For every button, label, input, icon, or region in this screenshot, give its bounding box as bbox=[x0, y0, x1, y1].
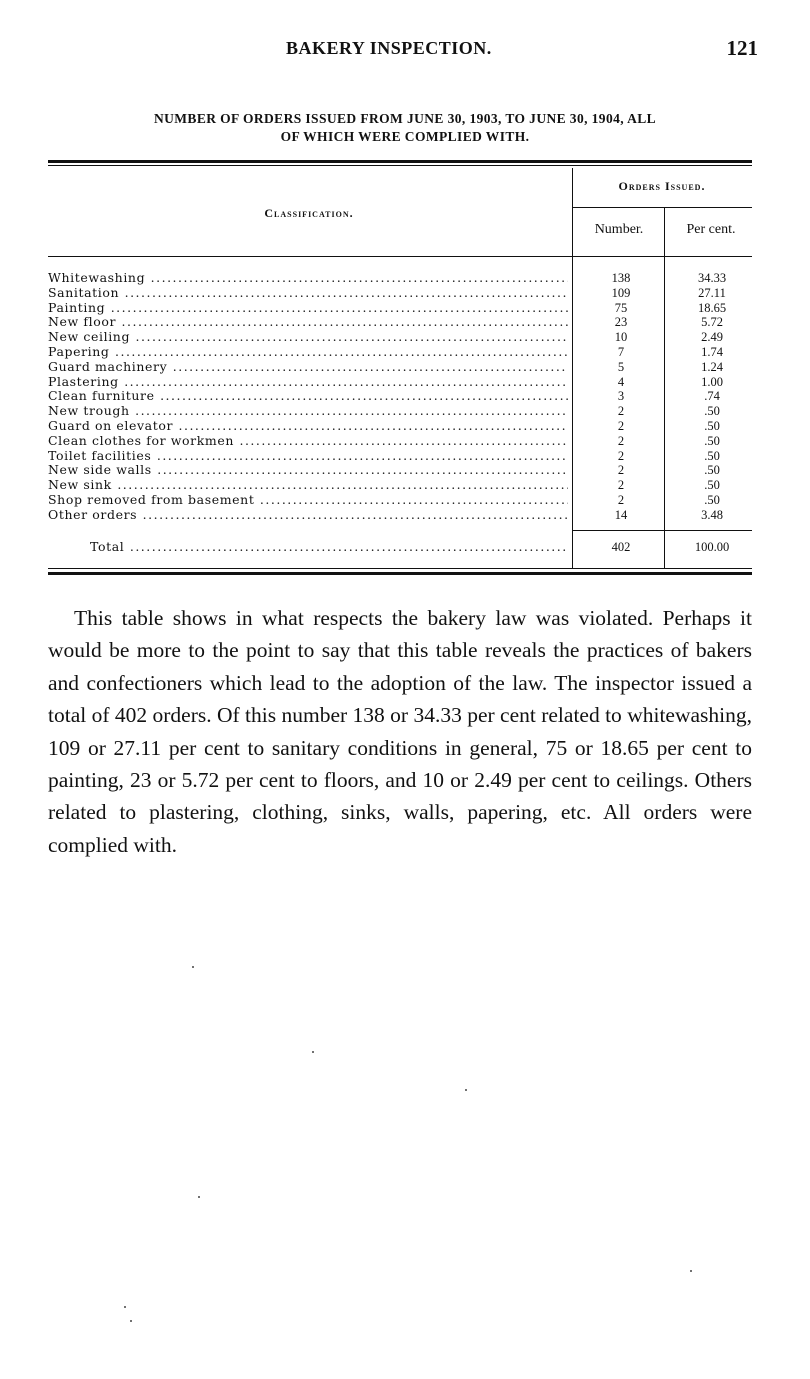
row-percent: .50 bbox=[704, 448, 720, 463]
row-percent: .50 bbox=[704, 418, 720, 433]
row-label: New floor ..... bbox=[48, 315, 568, 330]
total-percent: 100.00 bbox=[694, 540, 730, 554]
row-label: Painting ..... bbox=[48, 301, 568, 316]
table-caption bbox=[48, 110, 762, 146]
row-number: 2 bbox=[617, 404, 625, 419]
row-label: Sanitation ..... bbox=[48, 286, 568, 301]
row-percent: .50 bbox=[704, 433, 720, 448]
row-percent: 5.72 bbox=[701, 315, 723, 330]
row-label: New ceiling ..... bbox=[48, 330, 568, 345]
table-row bbox=[48, 434, 760, 449]
row-percent: 18.65 bbox=[697, 300, 727, 315]
row-label: Other orders ..... bbox=[48, 508, 568, 523]
row-number: 2 bbox=[617, 463, 625, 478]
orders-group-rule bbox=[573, 207, 752, 208]
scan-speck bbox=[130, 1320, 132, 1322]
page-number: 121 bbox=[726, 36, 758, 60]
table-row bbox=[48, 449, 760, 464]
row-percent: .50 bbox=[704, 492, 720, 507]
row-label: Whitewashing ..... bbox=[48, 271, 568, 286]
row-percent: 1.00 bbox=[701, 374, 723, 389]
column-heading-classification: Classification. bbox=[264, 206, 354, 220]
table-row bbox=[48, 330, 760, 345]
table-row bbox=[48, 463, 760, 478]
row-number: 14 bbox=[614, 507, 628, 522]
row-label: Toilet facilities ..... bbox=[48, 449, 568, 464]
row-label: Shop removed from basement ..... bbox=[48, 493, 568, 508]
row-percent: .74 bbox=[704, 389, 720, 404]
table-top-rule-thick bbox=[48, 160, 752, 163]
row-number: 2 bbox=[617, 433, 625, 448]
table-body bbox=[48, 271, 760, 523]
row-label: Guard machinery ..... bbox=[48, 360, 568, 375]
row-label: Clean furniture ..... bbox=[48, 389, 568, 404]
row-number: 10 bbox=[614, 330, 628, 345]
row-percent: .50 bbox=[704, 478, 720, 493]
column-heading-percent: Per cent. bbox=[686, 222, 736, 237]
running-head bbox=[0, 38, 810, 64]
table-row bbox=[48, 271, 760, 286]
table-bottom-rule-thin bbox=[48, 568, 752, 569]
row-label: New trough ..... bbox=[48, 404, 568, 419]
table-caption-line-2: OF WHICH WERE COMPLIED WITH. bbox=[280, 129, 530, 144]
table-top-rule-thin bbox=[48, 165, 752, 166]
row-number: 2 bbox=[617, 492, 625, 507]
row-percent: 1.74 bbox=[701, 344, 723, 359]
row-percent: 1.24 bbox=[701, 359, 723, 374]
row-percent: 2.49 bbox=[701, 330, 723, 345]
table-row bbox=[48, 404, 760, 419]
table-row bbox=[48, 375, 760, 390]
row-label: New sink ..... bbox=[48, 478, 568, 493]
table-row bbox=[48, 286, 760, 301]
row-label: New side walls ..... bbox=[48, 463, 568, 478]
scan-speck bbox=[690, 1270, 692, 1272]
running-title: BAKERY INSPECTION. bbox=[286, 38, 492, 58]
row-number: 75 bbox=[614, 300, 628, 315]
row-number: 3 bbox=[617, 389, 625, 404]
row-number: 138 bbox=[611, 271, 631, 285]
row-label: Papering ..... bbox=[48, 345, 568, 360]
column-heading-number: Number. bbox=[594, 222, 644, 237]
column-heading-orders-issued: Orders Issued. bbox=[618, 179, 706, 193]
table-total-row bbox=[48, 538, 760, 556]
table-row bbox=[48, 360, 760, 375]
table-row bbox=[48, 315, 760, 330]
table-row bbox=[48, 301, 760, 316]
scan-speck bbox=[465, 1089, 467, 1091]
row-label: Plastering ..... bbox=[48, 375, 568, 390]
row-number: 5 bbox=[617, 359, 625, 374]
table-caption-line-1: NUMBER OF ORDERS ISSUED FROM JUNE 30, 1903, TO JUNE 30, 1904, ALL bbox=[153, 111, 657, 126]
row-label: Guard on elevator ..... bbox=[48, 419, 568, 434]
scan-speck bbox=[198, 1196, 200, 1198]
row-number: 2 bbox=[617, 448, 625, 463]
scan-speck bbox=[124, 1306, 126, 1308]
row-percent: .50 bbox=[704, 404, 720, 419]
scan-speck bbox=[312, 1051, 314, 1053]
row-number: 7 bbox=[617, 344, 625, 359]
table-row bbox=[48, 478, 760, 493]
table-row bbox=[48, 419, 760, 434]
row-percent: 3.48 bbox=[701, 507, 723, 522]
table-row bbox=[48, 389, 760, 404]
row-label: Clean clothes for workmen ..... bbox=[48, 434, 568, 449]
scan-speck bbox=[192, 966, 194, 968]
body-paragraph: This table shows in what respects the bakery law was violated. Perhaps it would be more to the point to say that this table reveals the practices of bakers and confectioners which lead to the adoption of the law. The inspector issued a total of 402 orders. Of this number 138 or 34.33 per cent related to whitewashing, 109 or 27.11 per cent to sanitary conditions in general, 75 or 18.65 per cent to painting, 23 or 5.72 per cent to floors, and 10 or 2.49 per cent to ceilings. Others related to plastering, clothing, sinks, walls, papering, etc. All orders were complied with. bbox=[48, 606, 752, 857]
row-number: 4 bbox=[617, 374, 625, 389]
header-bottom-rule bbox=[48, 256, 752, 257]
table-bottom-rule-thick bbox=[48, 572, 752, 575]
row-percent: .50 bbox=[704, 463, 720, 478]
row-percent: 27.11 bbox=[698, 285, 726, 300]
total-number: 402 bbox=[611, 540, 631, 554]
total-label: Total ..... bbox=[90, 538, 568, 556]
row-number: 2 bbox=[617, 478, 625, 493]
row-number: 23 bbox=[614, 315, 628, 330]
table-row bbox=[48, 493, 760, 508]
table-row bbox=[48, 345, 760, 360]
row-number: 109 bbox=[611, 285, 631, 300]
total-top-rule bbox=[573, 530, 752, 531]
row-percent: 34.33 bbox=[697, 271, 727, 285]
table-row bbox=[48, 508, 760, 523]
row-number: 2 bbox=[617, 418, 625, 433]
